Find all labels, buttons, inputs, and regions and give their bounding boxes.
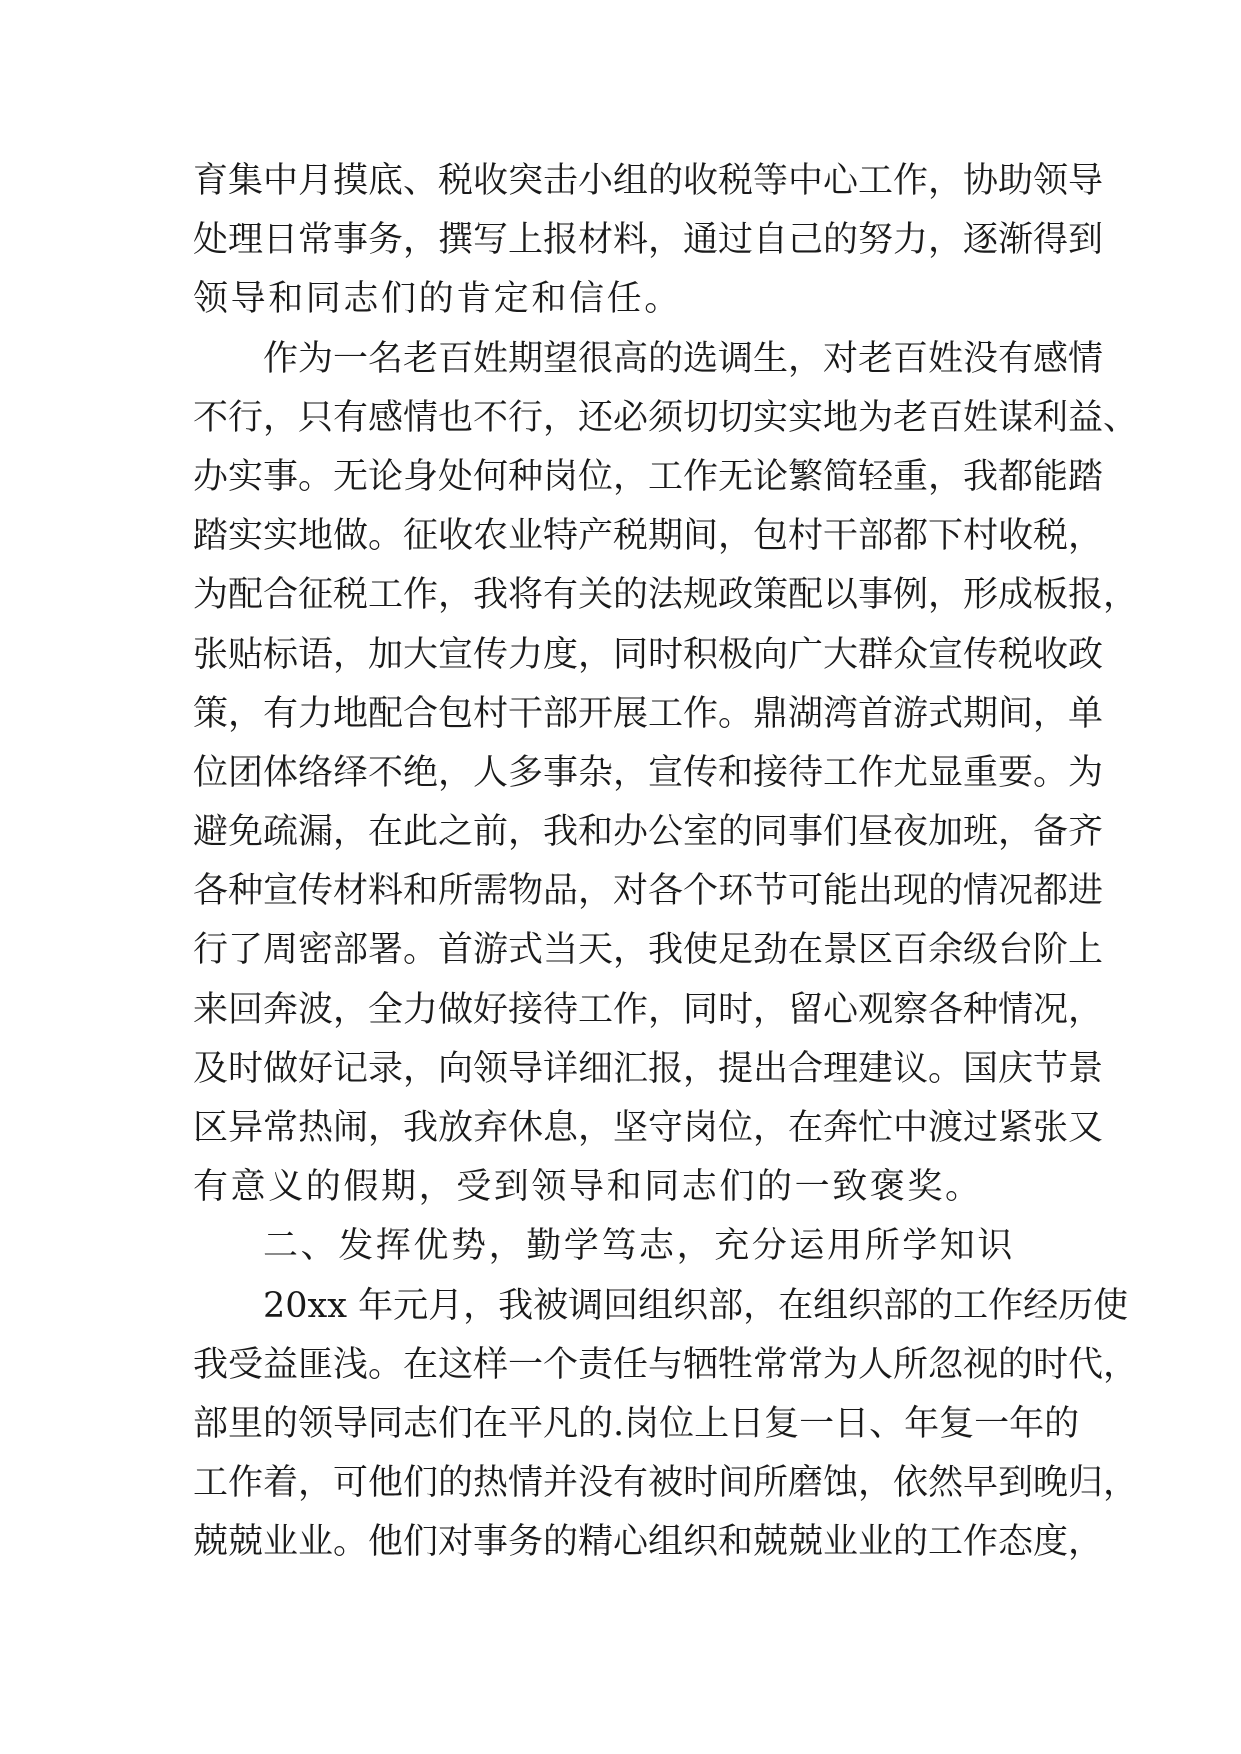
text-line: 办实事。无论身处何种岗位，工作无论繁简轻重，我都能踏 <box>193 456 1104 497</box>
text-line: 位团体络绎不绝，人多事杂，宣传和接待工作尤显重要。为 <box>193 752 1104 793</box>
text-line: 20xx 年元月，我被调回组织部，在组织部的工作经历使 <box>263 1285 1129 1326</box>
text-line: 策，有力地配合包村干部开展工作。鼎湖湾首游式期间，单 <box>193 693 1104 734</box>
text-line: 作为一名老百姓期望很高的选调生，对老百姓没有感情 <box>263 338 1104 379</box>
text-line: 我受益匪浅。在这样一个责任与牺牲常常为人所忽视的时代， <box>193 1344 1139 1385</box>
paragraph <box>193 152 1104 330</box>
text-line: 处理日常事务，撰写上报材料，通过自己的努力，逐渐得到 <box>193 220 1104 261</box>
text-line: 二、发挥优势，勤学笃志，充分运用所学知识 <box>263 1226 1016 1267</box>
text-line: 为配合征税工作，我将有关的法规政策配以事例，形成板报， <box>193 575 1139 616</box>
text-line: 工作着，可他们的热情并没有被时间所磨蚀，依然早到晚归， <box>193 1463 1139 1504</box>
text-line: 领导和同志们的肯定和信任。 <box>193 279 682 320</box>
text-line: 及时做好记录，向领导详细汇报，提出合理建议。国庆节景 <box>193 1048 1104 1089</box>
text-line: 有意义的假期，受到领导和同志们的一致褒奖。 <box>193 1167 983 1208</box>
text-line: 避免疏漏，在此之前，我和办公室的同事们昼夜加班，备齐 <box>193 812 1104 853</box>
text-line: 部里的领导同志们在平凡的.岗位上日复一日、年复一年的 <box>193 1403 1080 1444</box>
text-line: 各种宣传材料和所需物品，对各个环节可能出现的情况都进 <box>193 871 1104 912</box>
text-line: 来回奔波，全力做好接待工作，同时，留心观察各种情况， <box>193 989 1104 1030</box>
text-line: 张贴标语，加大宣传力度，同时积极向广大群众宣传税收政 <box>193 634 1104 675</box>
text-line: 兢兢业业。他们对事务的精心组织和兢兢业业的工作态度， <box>193 1522 1104 1563</box>
document-body <box>193 152 1139 1573</box>
text-line: 区异常热闹，我放弃休息，坚守岗位，在奔忙中渡过紧张又 <box>193 1108 1104 1148</box>
text-line: 行了周密部署。首游式当天，我使足劲在景区百余级台阶上 <box>193 930 1104 971</box>
section-heading <box>193 1217 1073 1276</box>
text-line: 育集中月摸底、税收突击小组的收税等中心工作，协助领导 <box>193 161 1104 201</box>
paragraph <box>193 330 1139 1218</box>
paragraph <box>193 1277 1139 1573</box>
text-line: 不行，只有感情也不行，还必须切切实实地为老百姓谋利益、 <box>193 397 1139 438</box>
text-line: 踏实实地做。征收农业特产税期间，包村干部都下村收税， <box>193 516 1104 557</box>
